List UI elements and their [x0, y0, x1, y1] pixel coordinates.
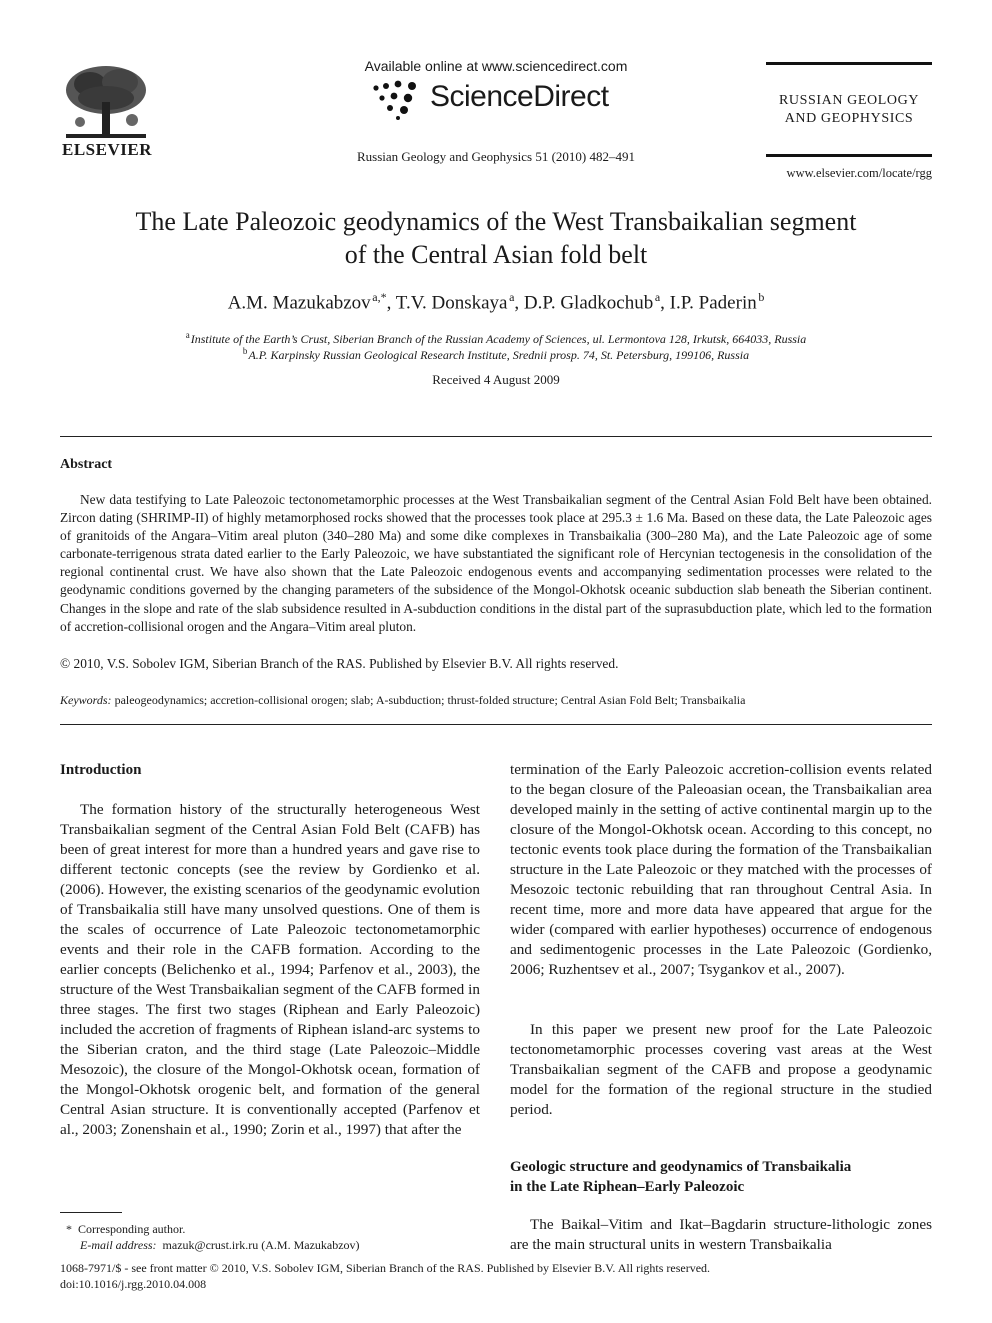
paper-title-line2: of the Central Asian fold belt [344, 240, 648, 269]
section-heading-introduction: Introduction [60, 762, 142, 778]
affiliation-a [60, 330, 932, 347]
author-affiliation-mark[interactable]: a [654, 290, 661, 304]
received-date: Received 4 August 2009 [432, 372, 560, 387]
author-separator: , [386, 292, 396, 314]
paragraph-text: The formation history of the structurally heterogeneous West Transbaikalian segment of the Central Asian Fold Belt (CAFB) has been of great interest for more than a hundred years and gave rise to different tectonic concepts (see the review by Gordienko et al. (2006). However, the existing scenarios of the geodynamic evolution of Transbaikalia still have many unsolved questions. One of them is the scales of occurrence of Late Paleozoic tectonometamorphic events and their role in the CAFB formation. According to the earlier concepts (Belichenko et al., 1994; Parfenov et al., 2003), the structure of the West Transbaikalian segment of the CAFB formed in three stages. The first two stages (Riphean and Early Paleozoic) included the accretion of fragments of Riphean island-arc systems to the Siberian craton, and the third stage (Late Paleozoic–Middle Mesozoic), the closure of the Mongol-Okhotsk ocean, formation of the Mongol-Okhotsk orogenic belt, and formation of the general Central Asian structure. It is conventionally accepted (Parfenov et al., 2003; Zonenshain et al., 1990; Zorin et al., 1997) that after the [60, 801, 480, 1138]
author-list [60, 290, 932, 314]
journal-url-link[interactable]: www.elsevier.com/locate/rgg [786, 166, 932, 180]
available-online-text[interactable]: Available online at www.sciencedirect.com [364, 58, 628, 74]
author-name: A.M. Mazukabzov [227, 292, 371, 314]
section-heading-line2: in the Late Riphean–Early Paleozoic [510, 1179, 745, 1195]
intro-paragraph-1 [60, 800, 480, 1140]
geologic-paragraph-1 [510, 1215, 932, 1255]
paper-title [60, 205, 932, 271]
intro-paragraph-2 [510, 1020, 932, 1120]
paper-title-line1: The Late Paleozoic geodynamics of the West Transbaikalian segment [135, 207, 857, 236]
keywords-label: Keywords: [60, 693, 112, 707]
footnote-rule [60, 1212, 122, 1213]
email-label: E-mail address: [80, 1238, 157, 1252]
section-heading-line1: Geologic structure and geodynamics of Transbaikalia [510, 1159, 852, 1175]
author-affiliation-mark[interactable]: a [509, 290, 515, 304]
paragraph-text: In this paper we present new proof for the Late Paleozoic tectonometamorphic processes covering vast areas at the West Transbaikalian segment of the CAFB and propose a geodynamic model for the formation of the regional structure in the studied period. [510, 1021, 932, 1118]
author-name: D.P. Gladkochub [523, 292, 654, 314]
affiliation-text: Institute of the Earth’s Crust, Siberian Branch of the Russian Academy of Sciences, ul. Lermontova 128, Irkutsk, 664033, Russia [190, 332, 807, 346]
abstract-heading: Abstract [60, 457, 113, 472]
doi-link[interactable]: doi:10.1016/j.rgg.2010.04.008 [60, 1277, 207, 1291]
author-separator: , [660, 292, 670, 314]
footnote-mark: * [66, 1222, 72, 1236]
affiliation-b [60, 346, 932, 363]
abstract-bottom-rule [60, 724, 932, 725]
front-matter-issn: 1068-7971/$ - see front matter © 2010, V.S. Sobolev IGM, Siberian Branch of the RAS. Published by Elsevier B.V. All rights reserved. [60, 1261, 711, 1275]
section-heading-geologic-structure [510, 1157, 932, 1197]
author-separator: , [514, 292, 524, 314]
author-name: I.P. Paderin [669, 292, 757, 314]
publisher-name: ELSEVIER [62, 140, 152, 159]
affiliation-mark: a [185, 330, 190, 340]
journal-title-line2: AND GEOPHYSICS [784, 111, 914, 126]
affiliation-mark: b [242, 346, 248, 356]
abstract-top-rule [60, 436, 932, 437]
journal-title-line1: RUSSIAN GEOLOGY [778, 93, 920, 108]
author-affiliation-mark[interactable]: b [758, 290, 765, 304]
author-affiliation-mark[interactable]: a,* [372, 290, 387, 304]
journal-title-top-rule [766, 62, 932, 65]
journal-title-block [760, 92, 938, 128]
keywords [60, 693, 932, 708]
keywords-list: paleogeodynamics; accretion-collisional orogen; slab; A-subduction; thrust-folded structure; Central Asian Fold Belt; Transbaikalia [114, 693, 746, 707]
corresponding-author-note [66, 1222, 185, 1237]
author-name: T.V. Donskaya [395, 292, 508, 314]
paragraph-text: The Baikal–Vitim and Ikat–Bagdarin structure-lithologic zones are the main structural units in western Transbaikalia [510, 1216, 932, 1253]
sciencedirect-dots-icon [372, 80, 424, 120]
journal-citation: Russian Geology and Geophysics 51 (2010) 482–491 [356, 149, 636, 164]
footnote-text: Corresponding author. [78, 1222, 186, 1236]
copyright-line: © 2010, V.S. Sobolev IGM, Siberian Branch of the RAS. Published by Elsevier B.V. All rights reserved. [60, 656, 619, 671]
journal-title-bottom-rule [766, 154, 932, 157]
email-link[interactable]: mazuk@crust.irk.ru (A.M. Mazukabzov) [162, 1238, 360, 1252]
intro-paragraph-1-continued [510, 760, 932, 980]
abstract-text: New data testifying to Late Paleozoic tectonometamorphic processes at the West Transbaikalian segment of the Central Asian Fold Belt have been obtained. Zircon dating (SHRIMP-II) of highly metamorphosed rocks showed that the processes took place at 295.3 ± 1.6 Ma. Based on these data, the Late Paleozoic ages of granitoids of the Angara–Vitim areal pluton (340–280 Ma) and some dike complexes in Transbaikalia (300–280 Ma), and the Late Paleozoic age of some carbonate-terrigenous strata dated earlier to the Early Paleozoic, we have substantiated the significant role of Hercynian tectogenesis in the consolidation of the regional continental crust. We have also shown that the Late Paleozoic endogenous events and accompanying sedimentation processes were related to the geodynamic conditions governed by the changing parameters of the subsidence of the Mongol-Okhotsk oceanic subduction slab beneath the Siberian continent. Changes in the slope and rate of the slab subsidence resulted in A-subduction conditions in the distal part of the suprasubduction plate, which led to the formation of accretion-collisional orogen and the Angara–Vitim areal pluton. [60, 492, 932, 634]
affiliation-text: A.P. Karpinsky Russian Geological Research Institute, Srednii prosp. 74, St. Petersburg, 199106, Russia [248, 348, 750, 362]
sciencedirect-wordmark: ScienceDirect [430, 80, 609, 113]
paragraph-text: termination of the Early Paleozoic accretion-collision events related to the began closure of the Paleoasian ocean, the Transbaikalian area developed mainly in the setting of active continental margin up to the closure of the Mongol-Okhotsk ocean. According to this concept, no tectonic events took place during the formation of the Transbaikalian structure in the Late Paleozoic or they matched with the processes of Mesozoic tectonic rebuilding that ran throughout Central Asia. In recent time, more and more data have appeared that argue for the wider (compared with earlier hypotheses) occurrence of endogenous and sedimentogenic processes in the Late Paleozoic (Gordienko, 2006; Ruzhentsev et al., 2007; Tsygankov et al., 2007). [510, 761, 932, 978]
email-note [80, 1238, 360, 1253]
